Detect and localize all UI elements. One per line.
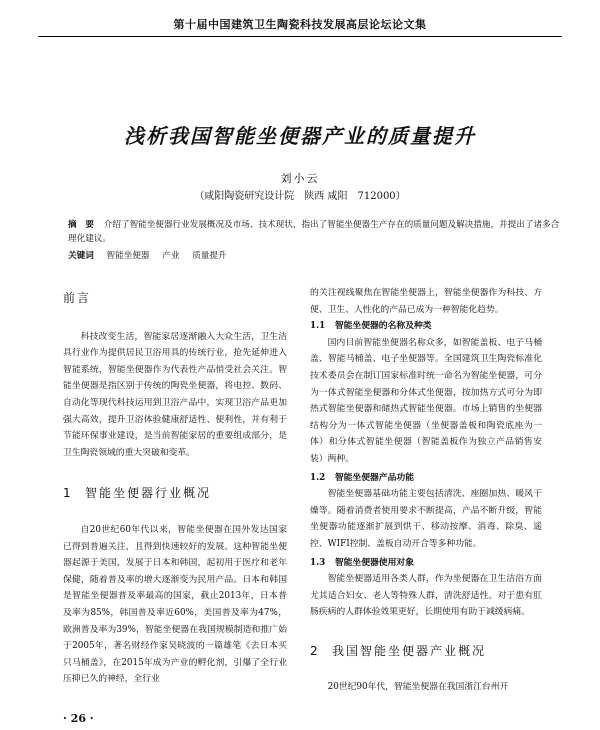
right-column: [310, 285, 542, 696]
keyword: 质量提升: [192, 251, 227, 261]
subsection-number: 1.1: [310, 321, 326, 332]
section-title: 我国智能坐便器产业概况: [332, 643, 487, 658]
author-affiliation: （咸阳陶瓷研究设计院 陕西 咸阳 712000）: [194, 191, 406, 202]
section-number: 1: [63, 486, 73, 501]
subsection-1-2-heading: [310, 470, 542, 487]
keywords: [68, 249, 562, 261]
subsection-number: 1.3: [310, 557, 326, 568]
subsection-title: 智能坐便器使用对象: [334, 557, 414, 568]
header-rule: [38, 36, 562, 37]
left-column: [63, 290, 287, 688]
subsection-1-3-paragraph: 智能坐便器适用各类人群，作为坐便器在卫生洁浴方面尤其适合妇女、老人等特殊人群，清洗舒适性。对于患有肛肠疾病的人群体验效果更好，长期使用有助于减缓病痛。: [310, 574, 542, 618]
subsection-1-2-paragraph: 智能坐便器基础功能主要包括清洗、座圈加热、暖风干燥等。随着消费者使用要求不断提高，产品不断升级，智能坐便器功能逐渐扩展到烘干、移动按摩、消毒、除臭、遥控、WIFI控制、盖板自动开合等多种功能。: [310, 489, 542, 549]
keyword: 智能坐便器: [106, 251, 150, 261]
subsection-1-1-paragraph: 国内目前智能坐便器名称众多，如智能盖板、电子马桶盖、智能马桶盖、电子坐便器等。全国建筑卫生陶瓷标准化技术委员会在制订国家标准时统一命名为智能坐便器，可分为一体式智能坐便器和分体式坐便器，按加热方式可分为即热式智能坐便器和储热式智能坐便器。市场上销售的坐便器结构分为一体式智能坐便器（坐便器盖板和陶瓷底座为一体）和分体式智能坐便器（智能盖板作为独立产品销售安装）两种。: [310, 337, 542, 464]
continued-paragraph: 的关注视线聚焦在智能坐便器上，智能坐便器作为科技、方便、卫生、人性化的产品已成为一种智能化趋势。: [310, 288, 542, 315]
abstract-label: 摘 要: [68, 220, 94, 230]
paper-title: 浅析我国智能坐便器产业的质量提升: [124, 124, 476, 148]
section-2-paragraph: 20世纪90年代，智能坐便器在我国浙江台州开: [327, 682, 509, 693]
section-2-heading: [310, 643, 542, 660]
page-number: · 26 ·: [63, 712, 94, 725]
section-1-paragraph: 自20世纪60年代以来，智能坐便器在国外发达国家已得到普遍关注，且得到快速较好的发展。这种智能坐便器起源于美国，发展于日本和韩国，起初用于医疗和老年保健，随着普及率的增大逐渐变为民用产品。日本和韩国是智能坐便器普及率最高的国家，截止2013年，日本普及率为85%，韩国普及率近60%，美国普及率为47%，欧洲普及率为39%，智能坐便器在我国规模制造和推广始于2005年，著名财经作家吴晓波的一篇雄笔《去日本买只马桶盖》，在2015年成为产业的孵化剂，引爆了全行业压抑已久的神经，全行业: [63, 524, 287, 685]
subsection-1-3-heading: [310, 555, 542, 572]
subsection-1-1-heading: [310, 318, 542, 335]
section-number: 2: [310, 643, 320, 658]
subsection-title: 智能坐便器的名称及种类: [334, 321, 432, 332]
keywords-label: 关键词: [68, 251, 94, 261]
section-title: 智能坐便器行业概况: [85, 486, 212, 501]
abstract-text: 介绍了智能坐便器行业发展概况及市场、技术现状，指出了智能坐便器生产存在的质量问题及解决措施，并提出了诸多合理化建议。: [68, 220, 560, 244]
preface-paragraph: 科技改变生活，智能家居逐渐融入大众生活，卫生洁具行业作为提供居民卫浴用具的传统行业，抢先延伸进入智能系统，智能坐便器作为代表性产品悄受社会关注。智能坐便器是指区别于传统的陶瓷坐便器，将电控、数码、自动化等现代科技运用到卫浴产品中，实现卫浴产品更加强大高效，提升卫浴体验健康舒适性、便利性，并有利于节能环保事业建设，是当前智能家居的重要组成部分，是卫生陶瓷领域的重大突破和变革。: [63, 331, 287, 458]
subsection-title: 智能坐便器产品功能: [334, 472, 414, 483]
running-header: 第十届中国建筑卫生陶瓷科技发展高层论坛论文集: [173, 18, 427, 31]
preface-heading: 前言: [63, 291, 92, 305]
subsection-number: 1.2: [310, 472, 326, 483]
keyword: 产业: [162, 251, 180, 261]
author-name: 刘小云: [280, 172, 320, 185]
section-1-heading: [63, 485, 287, 502]
abstract: [68, 218, 562, 246]
